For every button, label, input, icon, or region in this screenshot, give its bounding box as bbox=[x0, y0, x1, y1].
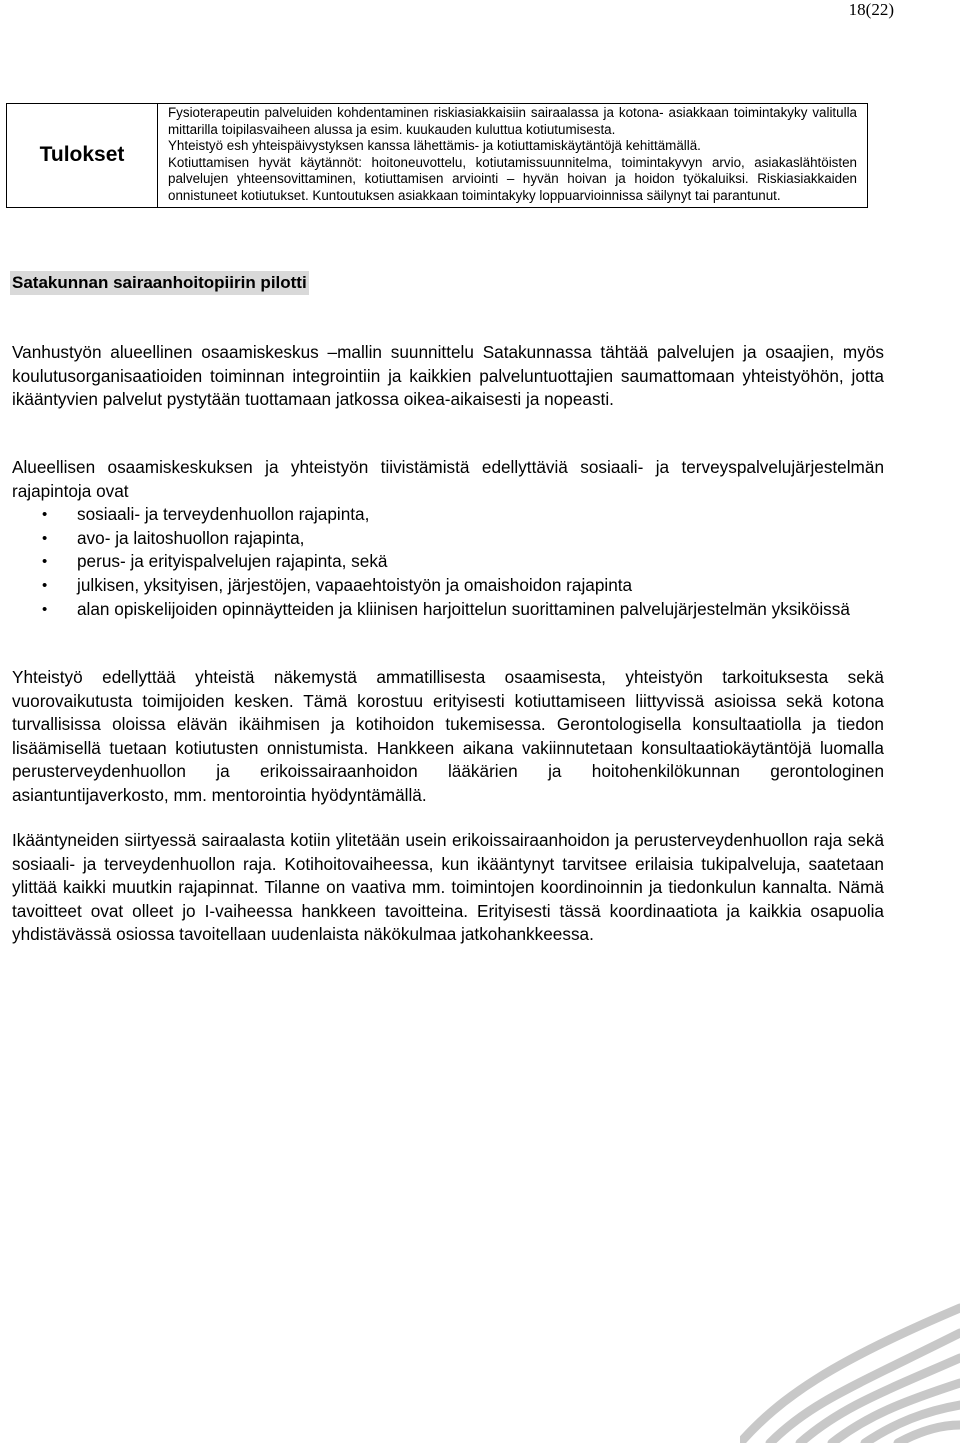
paragraph-text: Ikääntyneiden siirtyessä sairaalasta kotiin ylitetään usein erikoissairaanhoidon ja perusterveydenhuollon raja sekä sosiaali- ja terveydenhuollon raja. Kotihoitovaiheessa, kun ikääntynyt tarvitsee erilaisia tukipalveluja, saatetaan ylittää kaikki muutkin rajapinnat. Tilanne on vaativa mm. toimintojen koordinoinnin ja tiedonkulun kannalta. Nämä tavoitteet ovat olleet jo I-vaiheessa hankkeen tavoitteina. Erityisesti tässä koordinaatiota ja kaikkia osapuolia yhdistävässä osiossa tavoitellaan uudenlaista näkökulmaa jatkohankkeessa. bbox=[12, 830, 884, 945]
list-item bbox=[12, 550, 884, 574]
bullet-icon: • bbox=[42, 576, 48, 594]
paragraph-2 bbox=[12, 456, 884, 621]
list-item-text: alan opiskelijoiden opinnäytteiden ja kliinisen harjoittelun suorittaminen palvelujärjestelmän yksiköissä bbox=[77, 598, 850, 619]
list-item bbox=[12, 574, 884, 598]
results-line: Kotiuttamisen hyvät käytännöt: hoitoneuvottelu, kotiutamissuunnitelma, toimintakyvyn arvio, asiakaslähtöisten palvelujen yhteensovittaminen, kotiuttamisen arviointi – hyvän hoivan ja hoidon työkaluiksi. Riskiasiakkaiden onnistuneet kotiutukset. Kuntoutuksen asiakkaan toimintakyky loppuarvioinnissa säilynyt tai parantunut. bbox=[168, 154, 857, 203]
results-line: Yhteistyö esh yhteispäivystyksen kanssa lähettämis- ja kotiuttamiskäytäntöjä kehittämällä. bbox=[168, 138, 701, 154]
paragraph-1 bbox=[12, 341, 884, 412]
section-heading: Satakunnan sairaanhoitopiirin pilotti bbox=[10, 271, 309, 295]
page-number: 18(22) bbox=[848, 0, 894, 19]
paragraph-3 bbox=[12, 666, 884, 808]
bullet-icon: • bbox=[42, 600, 48, 618]
list-item bbox=[12, 598, 884, 622]
results-line: Fysioterapeutin palveluiden kohdentaminen riskiasiakkaisiin sairaalassa ja kotona- asiakkaan toimintakyky valitulla mittarilla toipilasvaiheen alussa ja esim. kuukauden kuluttua kotiutumisesta. bbox=[168, 105, 857, 137]
results-label: Tulokset bbox=[7, 104, 158, 208]
list-item-text: julkisen, yksityisen, järjestöjen, vapaaehtoistyön ja omaishoidon rajapinta bbox=[77, 574, 633, 595]
bullet-icon: • bbox=[42, 529, 48, 547]
wave-logo-watermark bbox=[740, 1293, 960, 1443]
paragraph-text: Yhteistyö edellyttää yhteistä näkemystä ammatillisesta osaamisesta, yhteistyön tarkoituksesta sekä vuorovaikutusta toimijoiden kesken. Tämä korostuu erityisesti kotiuttamiseen liittyvissä asioissa sekä kotona turvallisissa oloissa elävän ikäihmisen ja kotihoidon tukemisessa. Gerontologisella konsultaatiolla ja tiedon lisäämisellä tuetaan kotiutusten onnistumista. Hankkeen aikana vakiinnutetaan konsultaatiokäytäntöjä luomalla perusterveydenhuollon ja erikoissairaanhoidon lääkärien ja hoitohenkilökunnan gerontologinen asiantuntijaverkosto, mm. mentorointia hyödyntämällä. bbox=[12, 667, 884, 805]
bullet-icon: • bbox=[42, 506, 48, 524]
paragraph-text: Vanhustyön alueellinen osaamiskeskus –mallin suunnittelu Satakunnassa tähtää palvelujen ja osaajien, myös koulutusorganisaatioiden toiminnan integrointiin ja kaikkien palveluntuottajien saumattomaan yhteistyöhön, jotta ikääntyvien palvelut pystytään tuottamaan jatkossa oikea-aikaisesti ja nopeasti. bbox=[12, 342, 884, 410]
list-item bbox=[12, 503, 884, 527]
results-table bbox=[6, 103, 868, 208]
paragraph-4 bbox=[12, 829, 884, 947]
list-item-text: sosiaali- ja terveydenhuollon rajapinta, bbox=[77, 504, 370, 525]
bullet-icon: • bbox=[42, 553, 48, 571]
list-item-text: perus- ja erityispalvelujen rajapinta, sekä bbox=[77, 551, 388, 572]
wave-stroke bbox=[898, 1425, 960, 1443]
list-item-text: avo- ja laitoshuollon rajapinta, bbox=[77, 527, 305, 548]
list-item bbox=[12, 527, 884, 551]
paragraph-text: Alueellisen osaamiskeskuksen ja yhteistyön tiivistämistä edellyttäviä sosiaali- ja terveyspalvelujärjestelmän rajapintoja ovat bbox=[12, 457, 884, 501]
results-content bbox=[158, 104, 868, 208]
bullet-list bbox=[12, 503, 884, 621]
